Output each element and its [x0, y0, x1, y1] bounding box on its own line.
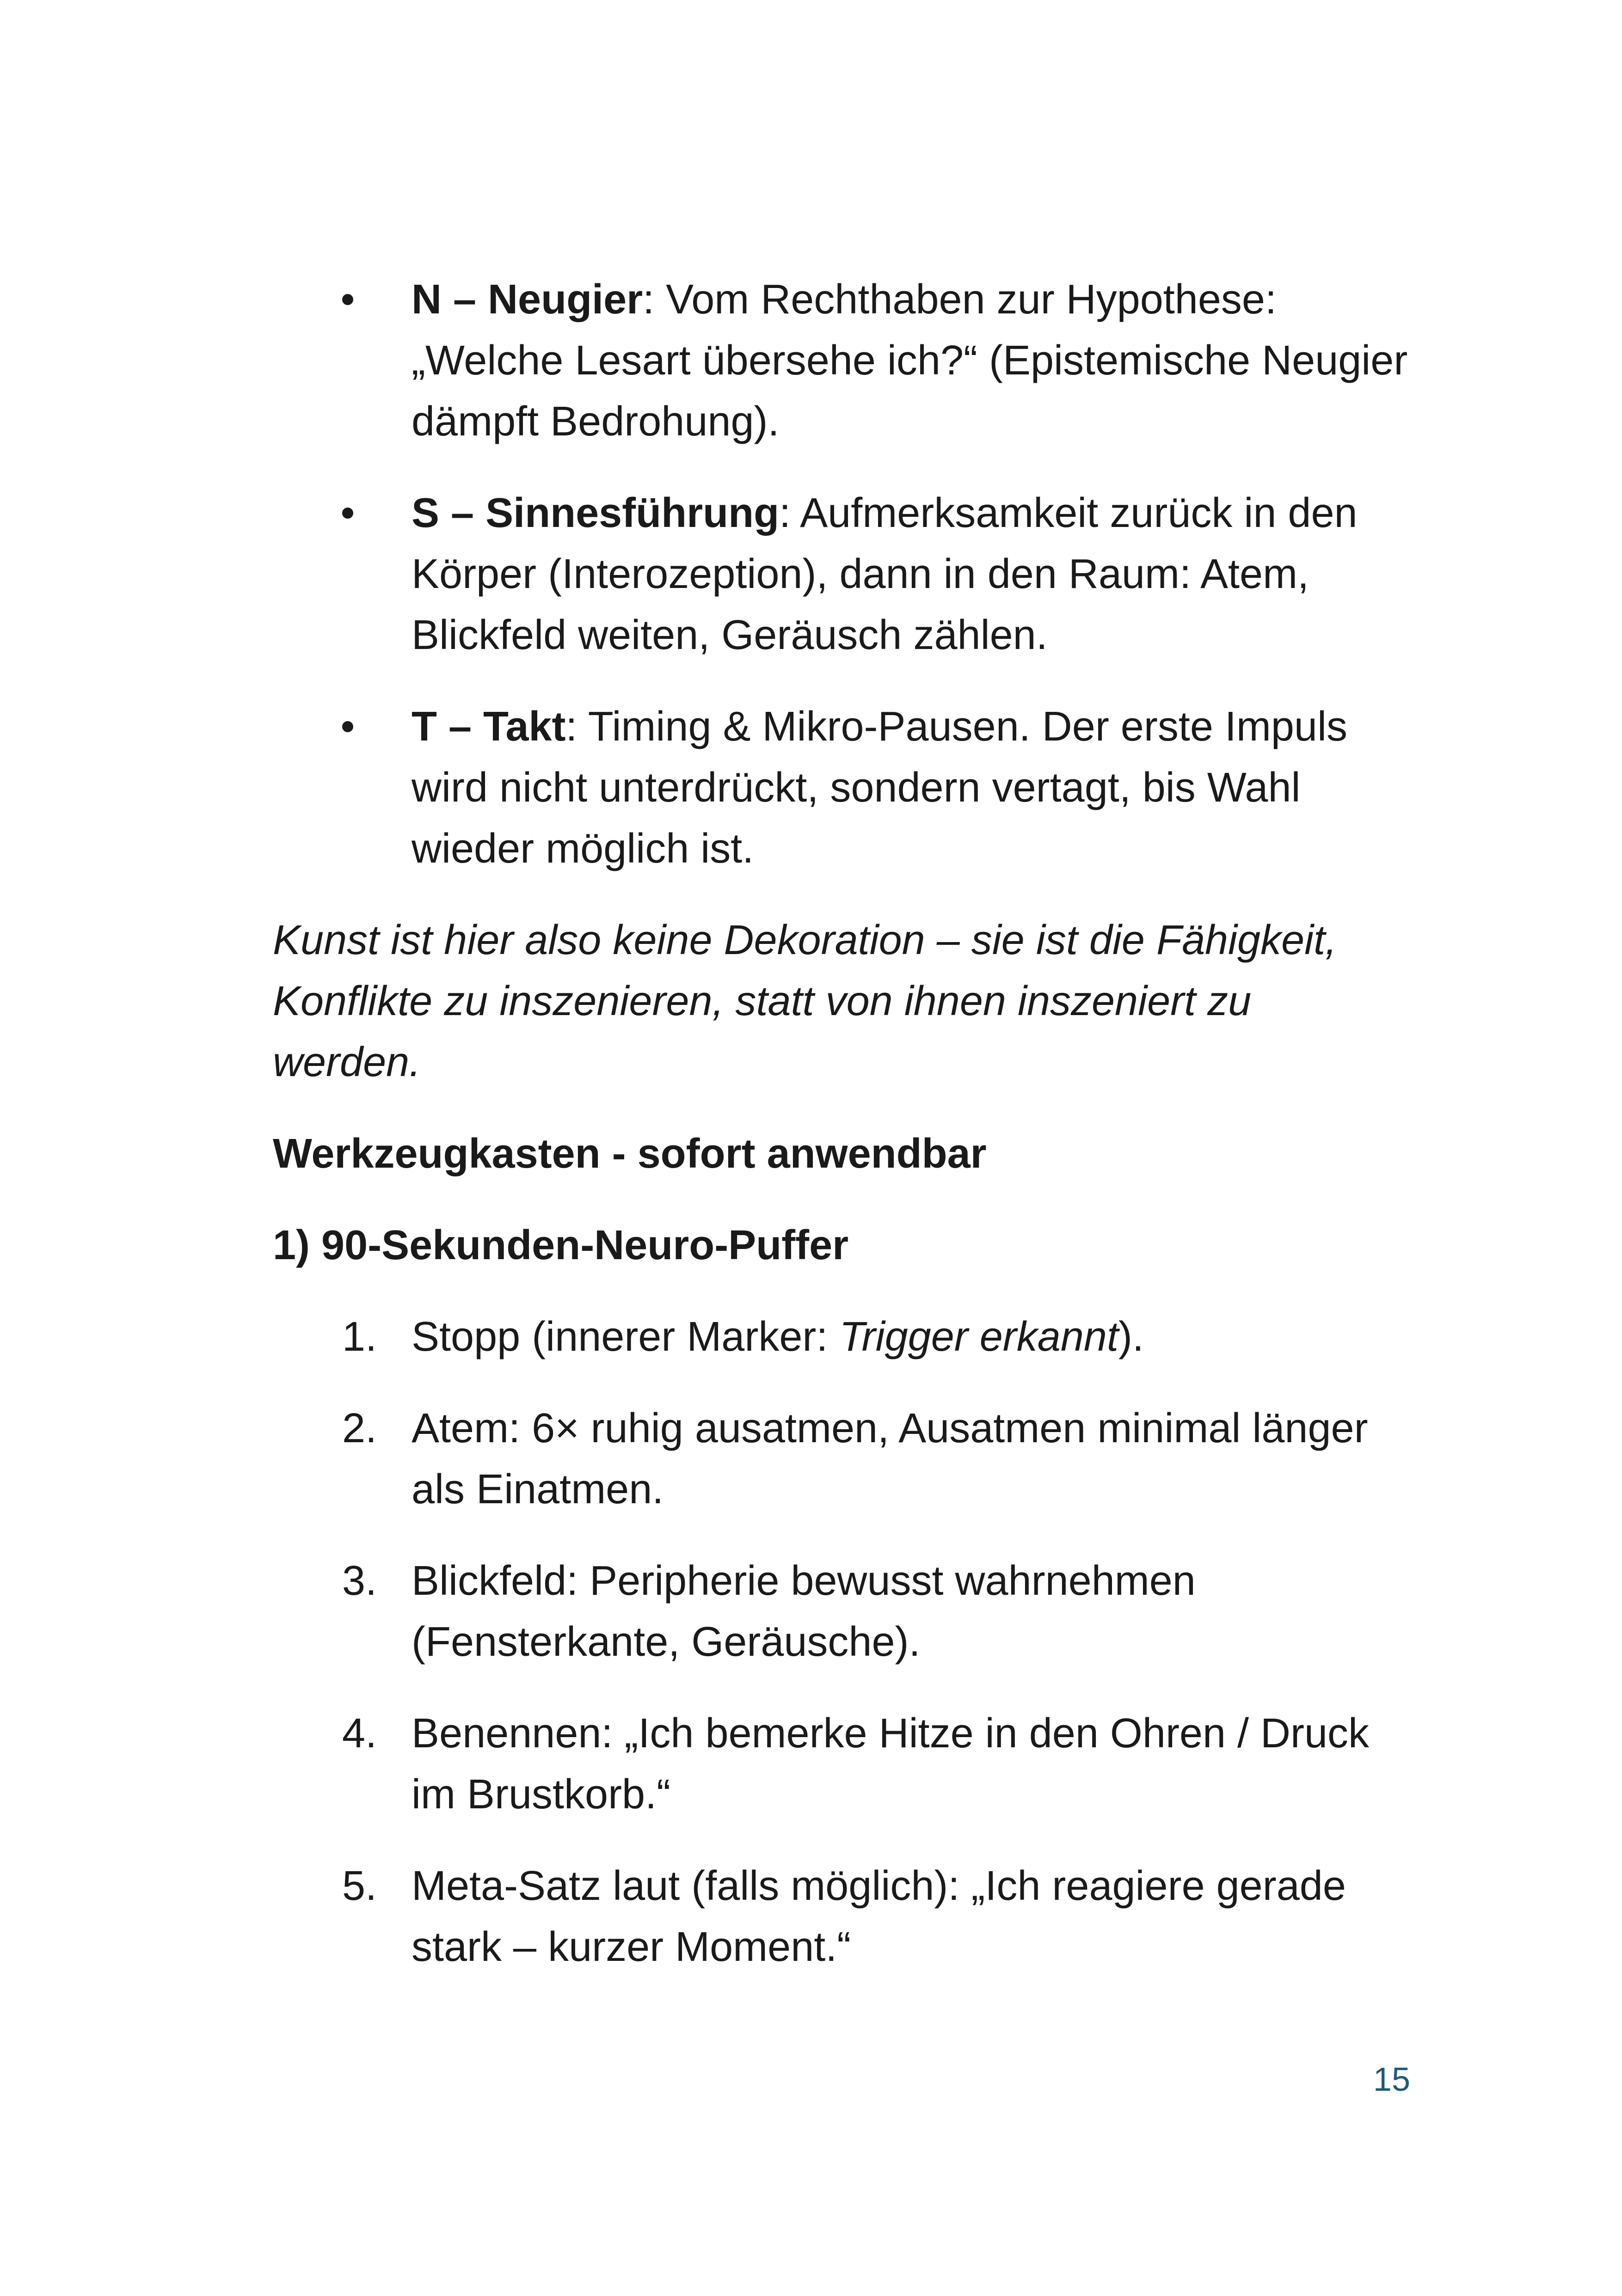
bullet-icon [342, 721, 353, 732]
closing-italic-paragraph: Kunst ist hier also keine Dekoration – sie ist die Fähigkeit, Konflikte zu inszenieren, statt von ihnen inszeniert zu werden. [273, 917, 1337, 1085]
step-item-5 [273, 1855, 1410, 1978]
steps-numbered-list [273, 1306, 1410, 1978]
page-content [273, 269, 1410, 2008]
bullet-item-takt [273, 696, 1410, 879]
bullet-text: : Vom Rechthaben zur Hypothese: „Welche Lesart übersehe ich?“ (Epistemische Neugier dämpft Bedrohung). [412, 276, 1408, 445]
bullet-item-neugier [273, 269, 1410, 452]
principles-bullet-list [273, 269, 1410, 879]
step-text-italic: Trigger erkannt [839, 1314, 1118, 1360]
step-number: 5. [342, 1863, 377, 1909]
step-text-after: ). [1118, 1314, 1144, 1360]
bullet-term: N – Neugier [412, 276, 643, 323]
step-item-1 [273, 1306, 1410, 1367]
bullet-text: : Aufmerksamkeit zurück in den Körper (Interozeption), dann in den Raum: Atem, Blickfeld weiten, Geräusch zählen. [412, 490, 1358, 658]
bullet-term: S – Sinnesführung [412, 490, 780, 536]
bullet-icon [342, 508, 353, 519]
bullet-text: : Timing & Mikro-Pausen. Der erste Impuls wird nicht unterdrückt, sondern vertagt, bis Wahl wieder möglich ist. [412, 704, 1347, 872]
section-heading: 1) 90-Sekunden-Neuro-Puffer [273, 1222, 849, 1268]
step-item-2 [273, 1398, 1410, 1520]
bullet-term: T – Takt [412, 704, 566, 750]
toolbox-heading: Werkzeugkasten - sofort anwendbar [273, 1131, 987, 1177]
step-number: 1. [342, 1314, 377, 1360]
step-text-before: Stopp (innerer Marker: [412, 1314, 840, 1360]
step-item-3 [273, 1550, 1410, 1672]
step-number: 3. [342, 1558, 377, 1604]
bullet-icon [342, 294, 353, 305]
step-text: Benennen: „Ich bemerke Hitze in den Ohren / Druck im Brustkorb.“ [412, 1710, 1370, 1818]
step-text: Meta-Satz laut (falls möglich): „Ich reagiere gerade stark – kurzer Moment.“ [412, 1863, 1346, 1970]
step-number: 4. [342, 1710, 377, 1757]
page-number: 15 [1373, 2061, 1410, 2098]
step-item-4 [273, 1703, 1410, 1825]
bullet-item-sinnesfuehrung [273, 483, 1410, 666]
step-text: Blickfeld: Peripherie bewusst wahrnehmen (Fensterkante, Geräusche). [412, 1558, 1196, 1665]
step-number: 2. [342, 1405, 377, 1451]
step-text: Atem: 6× ruhig ausatmen, Ausatmen minimal länger als Einatmen. [412, 1405, 1368, 1512]
